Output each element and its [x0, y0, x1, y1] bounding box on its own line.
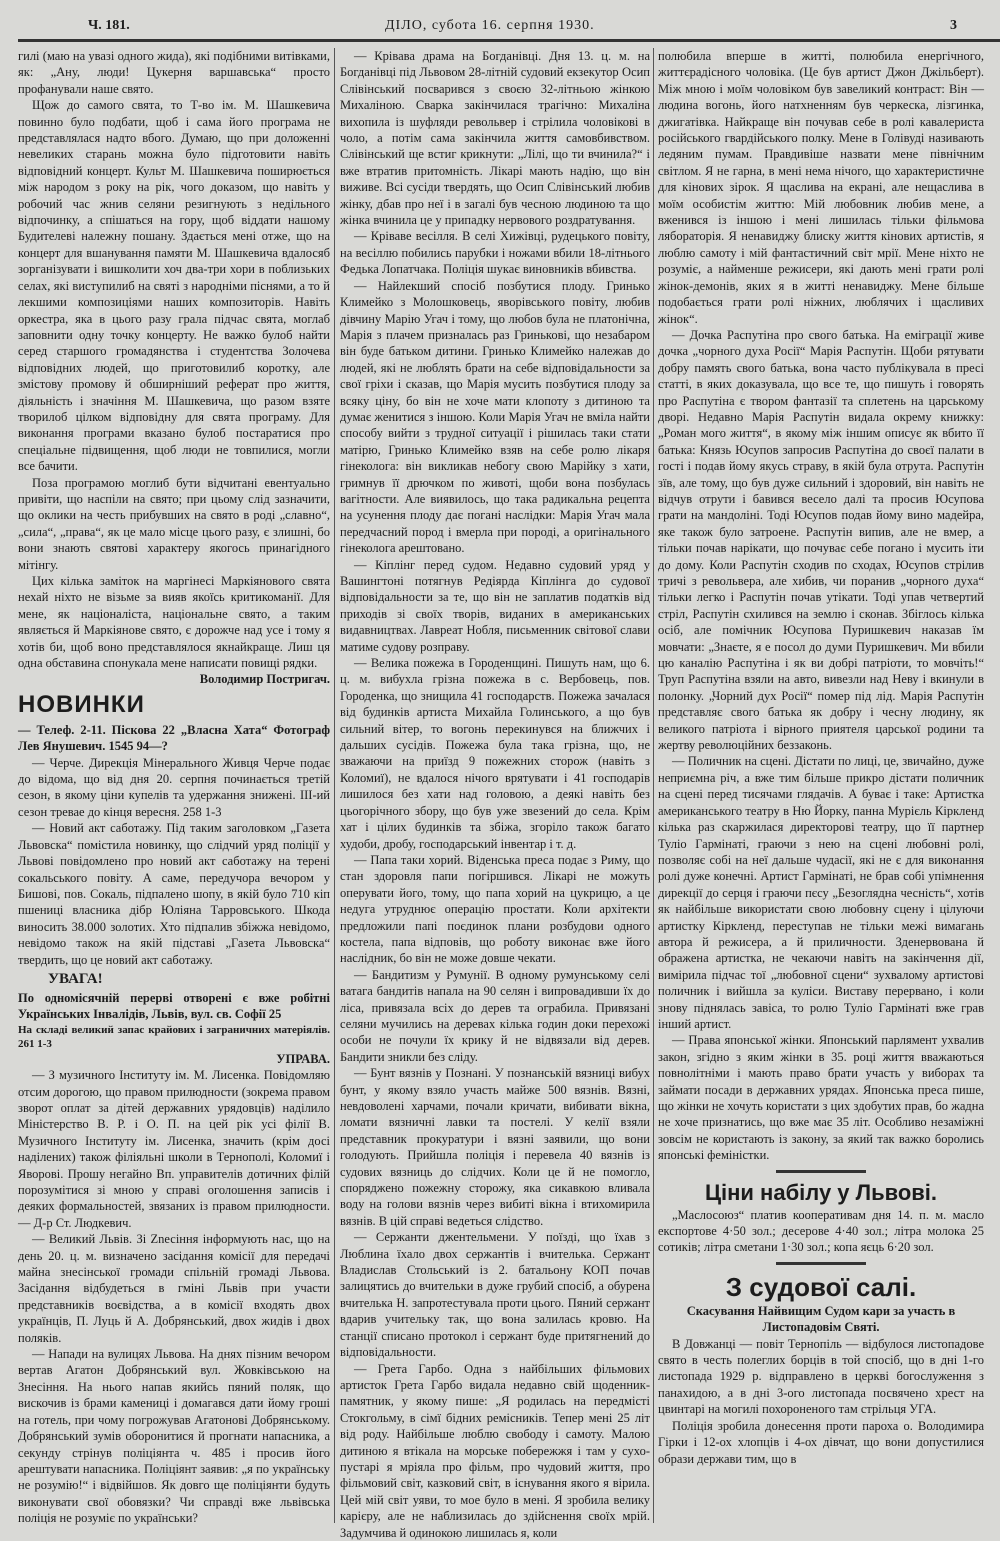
paragraph: Цих кілька заміток на маргінесі Маркіянового свята нехай ніхто не візьме за вияв якоїсь критикоманії. Для мене, як націоналіста, національне свято, а таким являється й Маркіянове свято, є дорожче над усе і тому я хотів би, щоб воно представлялося якнайкраще. Лиш ця одна обставина спонукала мене написати повищі рядки.	[18, 574, 330, 671]
notice-title: УВАГА!	[48, 970, 103, 987]
news-item: — З музичного Інституту ім. М. Лисенка. Повідомляю отсим дорогою, що правом прилюдности (зокрема правом зворот оплат за дітей державних урядовців) наділило Міністерство В. Р. і О. П. на цей рік усі філії В. Музичного Інституту ім. Лисенка, значить (крім досі наділених) також філіяльні школи в Тернополі, Коломиї і Яворові. Прошу негайно Вп. управителів дотичних філій порозумітися зі мною у справі оголошення записів і деяких формальностей, звязаних із правом прилюдности. — Д-р Ст. Людкевич.	[18, 1068, 330, 1230]
divider	[776, 1170, 866, 1173]
prices-text: „Маслосоюз“ платив кооперативам дня 14. п. м. масло експортове 4·50 зол.; десерове 4·40 зол.; літра молока 25 сотиків; літра сметани 1·30 зол.; копа яєць 6·20 зол.	[658, 1207, 984, 1255]
news-item: — Бунт вязнів у Познані. У познанській вязниці вибух бунт, у якому взяло участь майже 500 вязнів. Вязні, невдоволені харчами, почали кричати, вибивати вікна, ломати вязничні лавки та постелі. У келії взяли представник прокуратури і вязні заявили, що вони голодують. Прийшла поліція і перевела 40 вязнів із судових вязниць до слідчих. Коли це й не помогло, споряджено пожежну сторожу, яка сикавкою вливала воду на голови вязнів через вибиті вікна і втихомирила вязнів. В цій справі ведеться слідство.	[340, 1066, 650, 1228]
page-number: 3	[950, 18, 957, 33]
column-divider	[334, 48, 335, 1523]
news-item: — Велика пожежа в Городенщині. Пишуть нам, що 6. ц. м. вибухла грізна пожежа в с. Вербовець, пов. Городенка, що знищила 41 господарств. Пожежа зачалася від будинків артиста Михайла Голинського, а що був сильний вітер, то вогонь перекинувся на ближчих і дальших сусідів. Пожежа була така грізна, що, не зважаючи на приїзд 9 пожежних сторож (навіть з Коломиї), не вдалося нічого врятувати і 41 господарів лишилося без хати над головою, а деякі навіть без цьогорічного збору, що був уже звезений до села. Крім хат і цілих будинків та збіжа, згоріло також багато худоби, дробу, господарський інвентар і т. д.	[340, 656, 650, 851]
prices-title: Ціни набілу у Львові.	[704, 1179, 938, 1205]
news-item: — Кріваве весілля. В селі Хижівці, рудецького повіту, на весіллю побились парубки і ножами вбили 18-літнього Федька Лопатчака. Поліція шукає виновників вбивства.	[340, 229, 650, 277]
court-title: З судової салі.	[725, 1271, 917, 1302]
advert: — Телеф. 2-11. Піскова 22 „Власна Хата“ Фотограф Лев Янушевич. 1545 94—?	[18, 722, 330, 754]
divider	[776, 1262, 866, 1265]
news-item: — Бандитизм у Румунії. В одному румунському селі ватага бандитів напала на 90 селян і випровадивши їх до ліса, привязала всіх до дерев та ограбила. Привязані селяни мучились на деревах кілька годин доки перехожі особи не почули їх крику й не відвязали від дерев. Бандити зникли без сліду.	[340, 967, 650, 1064]
notice-text: По одномісячній перерві отворені є вже робітні Українських Інвалідів, Львів, вул. св. Софії 25	[18, 990, 330, 1022]
notice-sub: На складі великий запас крайових і заграничних матеріялів. 261 1-3	[18, 1023, 330, 1050]
paragraph: В Довжанці — повіт Тернопіль — відбулося листопадове свято в честь полеглих борців в той спосіб, що в дні 1-го листопада 1929 р. відправлено в церкві богослуження з панахидою, а в дні 3-ого листопада посвячено хрест на цвинтарі на могилі похороненого там стрільця УГА.	[658, 1336, 984, 1417]
page-header	[0, 18, 1000, 40]
section-title-novynky: НОВИНКИ	[18, 690, 145, 718]
news-item: — Грета Гарбо. Одна з найбільших фільмових артисток Грета Гарбо видала недавно свій щоденник-памятник, у якому пише: „Я родилась на передмісті Стокгольму, в сімї бідних ремісників. Тепер мені 25 літ від роду. Найбільше люблю свободу і самоту. Малою дитиною я втікала на морське побережжя і там у сухо-пустарі я мріяла про фільм, про чудовий життя, про фільмовий світ, казковий світ, в існування якого я вірила. Цей мій світ уяви, то мое було в мені. Я зробила велику карієру, але не наблизилась до здійснення своїх мрій. Задумчива й одинокою лишилась я, коли	[340, 1361, 650, 1540]
paragraph: Щож до самого свята, то Т-во ім. М. Шашкевича повинно було подбати, щоб і сама його програма не представлялася надто вбого. Думаю, що при доложенні невеликих старань можна було підготовити навіть відповідний концерт. Культ М. Шашкевича поширюється між народом з року на рік, чого доказом, що навіть у робочий час жнив селяни резигнують з недільного відпочинку, а спішаться на гору, щоб віддати нашому Будителеві належну пошану. Здається мені отже, що на концерт для вшанування памяти М. Шашкевича вдалосяб зорганізувати і вишколити хоч два-три хори в поблизьких селах, які виступилиб на святі з народніми піснями, а то й лекшими композиціями наших композиторів. Навіть оркестра, яка в цього разу грала підчас свята, моглаб заповнити одну точку концерту. Не важко булоб найти серед старшого громадянства і студентства Золочева відповідних людей, що приготовилиб коротку, але змістову промову й обширніший реферат про життя, діяльність і значіння М. Шашкевича, що разом взяте творилоб цілком відповідну для свята програму. Для виконання програми вказано булоб постаратися про спеціальне підвищення, щоб люди не товпилися, могли все бачити.	[18, 98, 330, 474]
column-2	[340, 48, 650, 1541]
news-item: — Дочка Распутіна про свого батька. На еміграції живе дочка „чорного духа Росії“ Марія Распутін. Щоби рятувати добру память свого батька, вона часто публікувала в пресі статті, в яких доказувала, що все те, що пишуть і говорять про Распутіна є твором фантазії та сплетень на царському дворі. Недавно Марія Распутін видала окрему книжку: „Роман мого життя“, в якому між іншим описує як вбито її батька: Князь Юсупов запросив Распутіна до своєї палати в гості і подав йому якусь страву, в якій була отрута. Распутін зїв, але тому, що був дуже сильний і здоровий, він навіть не відчув отрути і бавився весело далі та просив Юсупова грати на мандоліні. Тоді Юсупов подав йому вино мадейра, яке також було затроене. Распутін випив, але не вмер, а тільки почав нарікати, що почуває себе погано і мусить іти до дому. Коли Распутін сходив по сходах, Юсупов стрілив тричі з револьвера, але хибив, чи поранив „чорного духа“ тільки легко і Распутін почав утікати. Тоді упав четвертий стріл, Распутін схилився на землю і сконав. Збіглось кілька осіб, але помічник Юсупова Пуришкевич наказав їм мовчати: „Знаєте, я е посол до думи Пуришкевич. Ми вбили цю каналію Распутіна і як ви добрі патріоти, то мовчіть!“ Труп Распутіна взяли на авто, вивезли над Неву і вкинули в полонку. „Чорний дух Росії“ помер під лід. Марія Распутін представляє свого батька як добру і чесну людину, як великого патріота і вірного приятеля царської родини та жертву революційних беззаконь.	[658, 327, 984, 753]
header-rule	[18, 39, 1000, 42]
news-item: — Сержанти джентельмени. У поїзді, що їхав з Люблина їхало двох сержантів і вчителька. Сержант Владислав Стольський із 2. батальону КОП почав залицятись до вчительки в дуже грубий спосіб, а обурена вчителька Н. запротестувала проти цього. Пяний сержант вдарив учительку так, що вона залилась кровю. На станції списано протокол і сержант буде притягнений до відповідальности.	[340, 1230, 650, 1360]
news-item: — Крівава драма на Богданівці. Дня 13. ц. м. на Богданівці під Львовом 28-літній судовий екзекутор Осип Слівінський посварився з своєю 32-літньою жінкою Михаліною. Сварка закінчилася трагічно: Михаліна вихопила із шуфляди револьвер і стрілила чоловікові в чоло, а потім сама закінчила життя самовбивством. Слівінський ще встиг крикнути: „Лілі, що ти вчинила?“ і вже втратив притомність. Лікарі мають надію, що він виживе. Всі сусіди твердять, що Осип Слівінський любив жінку, дбав про неї і в загалі був чесною людиною та що жінка вчинила це у припадку нервового роздратування.	[340, 49, 650, 228]
column-1	[18, 48, 330, 1527]
news-item: — Поличник на сцені. Дістати по лиці, це, звичайно, дуже неприємна річ, а вже тим більше прикро дістати поличник на сцені перед тисячами глядачів. А буває і таке: Артистка американського театру в Ню Йорку, панна Мурієль Кіркленд кілька раз скаржилася директорові театру, що її партнер Туліо Гармінаті, граючи з нею на сцені любовні ролі, позволяє собі на неї дальше чудасії, які не є для виконання ролі дуже конечні. Артист Гармінаті, не брав собі упімнення дирекції до серця і граючи пєсу „Безоглядна чесність“, хотів як найбільше використати свою любовну сцену і цілуючи артистку Кіркленд, переступав не тільки межі вимагань автора й режисера, а й приличности. Зденервована й ображена артистка, не чекаючи навіть на закінчення дії, вимірила підчас тої „любовної сцени“ зухвалому артистові поличник і вийшла за куліси. Виставу перервано, і коли знову піднялась завіса, то ролю Туліо Гармінаті вже грав інший артист.	[658, 754, 984, 1031]
news-item: — Права японської жінки. Японський парлямент ухвалив закон, згідно з яким жінки в 35. році життя вважаються повнолітніми і мають право брати участь у виборах та займати посади в державних урядах. Японська преса пише, що жінки не хочуть користати з цих здобутих прав, бо жадна не хоче признатись, що вже має 35 літ. Особливо незаміжні зовсім не користають із закону, за який так важко боролись японські феміністки.	[658, 1033, 984, 1163]
masthead-date: ДІЛО, субота 16. серпня 1930.	[385, 18, 595, 33]
column-3	[658, 48, 984, 1467]
news-item: — Папа таки хорий. Віденська преса подає з Риму, що стан здоровля папи погіршився. Лікарі не можуть оперувати його, тому, що папа хорий на цукрицю, а це недуга утруднює операцію простати. Коли архітекти предложили папі поєдинок плани розбудови одного костела, папа відповів, що роботу виконає вже його наслідник, бо він не може довше чекати.	[340, 852, 650, 966]
column-divider	[653, 48, 654, 1523]
news-item: — Черче. Дирекція Мінерального Живця Черче подає до відома, що від дня 20. серпня починається третій сезон, в якому ціни купелів та удержання знижені. III-ий сезон тревае до кінця вересня. 258 1-3	[18, 755, 330, 819]
author-signature: Володимир Постригач.	[199, 672, 330, 687]
news-item: — Найлекший спосіб позбутися плоду. Гринько Климейко з Молошковець, яворівського повіту, любив дівчину Марію Угач і тому, що любов була не платонічна, Марія з плачем призналась раз Гринькові, що незабаром він буде батьком дитини. Гринько Климейко належав до людей, які не люблять брати на себе відповідальности за свої гріхи і сказав, що Марія мусить позбутися плоду за всяку ціну, бо він не хоче мати клопоту з дитиною та думає женитися з іншою. Коли Марія Угач не вміла найти способу вийти з трудної ситуації і рішилась таки стати матірю, Гринько Климейко взяв на себе ролю лікаря гінеколога: він викликав небогу свою Марійку з хати, гримнув її дрючком по животі, щоби вона позбулась вагітности. Але виявилось, що така радикальна рецепта на усунення плоду дає погані наслідки: Марія Угач мала передчасний пород і вмерла при породі, а оригінального гінеколога арештовано.	[340, 278, 650, 556]
paragraph: полюбила вперше в житті, полюбила енергічного, життєрадісного чоловіка. (Це був артист Джон Джільберт). Між мною і моїм чоловіком був завеликий контраст: Він — людина вогонь, його натхненням був черкеска, лізгинка, джигатівка. Найкраще він почував себе в ролі кавалериста російського гвардійського полку. Мене в Голівуді називають ледяним пумам. Правдивіше назвати мене північним світлом. Я не гарна, в мені нема нічого, що характеристичне для кінових зірок. Я щаслива на екрані, але нещаслива в моїм особистім життю: Мій любовник любив мене, а вженився із іншою і мені лишилась тільки фільмова лябораторія. Я ненавиджу блиску життя кінових артистів, я люблю самоту і мій фантастичний світ мрії. Мене ніхто не розуміє, а найменше режисери, які дають мені грати ролі жінок-демонів, яких я в житті ненавиджу. Мене більше подобається грати ролі ніжних, люблячих і щасливих жінок“.	[658, 49, 984, 326]
news-item: — Великий Львів. Зі Znесіння інформують нас, що на день 20. ц. м. визначено засідання комісії для передачі майна знесінської громади спільній громаді Львова. Засідання відбудеться в гміні Львів при участи представників воєвідства, а в комісії входять двох українців, П. Луць й А. Добрянський, двох жидів і двох поляків.	[18, 1232, 330, 1345]
notice-signature: УПРАВА.	[276, 1051, 330, 1066]
paragraph: Поліція зробила донесення проти пароха о. Володимира Гірки і 12-ох хлопців і 4-ох дівчат, що вони допустилися образи держави тим, що в	[658, 1418, 984, 1466]
issue-number: Ч. 181.	[88, 18, 130, 33]
paragraph: Поза програмою моглиб бути відчитані евентуально привіти, що наспіли на свято; при цьому слід зазначити, що оклики на честь прибувших на свято в роді „славно“, „сила“, „права“, як це мало місце цього разу, є злишні, бо вони знають святові характеру якогось принагідного мітінгу.	[18, 475, 330, 572]
paragraph: гилі (маю на увазі одного жида), які подібними витівками, як: „Ану, люди! Цукерня варшавська“ просто профанували наше свято.	[18, 49, 330, 96]
news-item: — Кіплінг перед судом. Недавно судовий уряд у Вашингтоні потягнув Редіярда Кіплінга до судової відповідальности за те, що він не заплатив податків від приходів зі своїх творів, виданих в американських видавництвах. Лавреат Нобля, письменник світової слави матиме судову розправу.	[340, 557, 650, 654]
court-subtitle: Скасування Найвищим Судом кари за участь в Листопадовім Святі.	[686, 1303, 956, 1335]
news-item: — Напади на вулицях Львова. На днях пізним вечором вертав Агатон Добрянський вул. Жовківською на Знесіння. На нього напав якийсь пяний поляк, що вискочив із брами камениці і домагався дати йому гроші на готель, при чому погрожував Агатонові Добрянському. Добрянський зумів оборонитися й прогнати напасника, а секунду стрінув поліціянта ч. 485 і просив його арештувати напасника. Поліціянт заявив: „я по українську не розумію!“ і відвійшов. Як довго ще поліціянти будуть виконувати свої обовязки? Чи справді вже львівська поліція не розуміє по українськи?	[18, 1347, 330, 1526]
news-item: — Новий акт саботажу. Під таким заголовком „Газета Львовска“ помістила новинку, що слідчий уряд поліції у Львові повідомлено про новий акт саботажу на терені сокальського повіту. А саме, передучора вечором у Бишові, пов. Сокаль, підпалено шопу, в якій було 710 кіп пшениці власника дібр Юліяна Тарровського. Шкода виносить 38.000 золотих. Хто підпалив збіжжа невідомо, невідомо також на якій підставі „Газета Львовска“ твердить, що це новий акт саботажу.	[18, 821, 330, 967]
